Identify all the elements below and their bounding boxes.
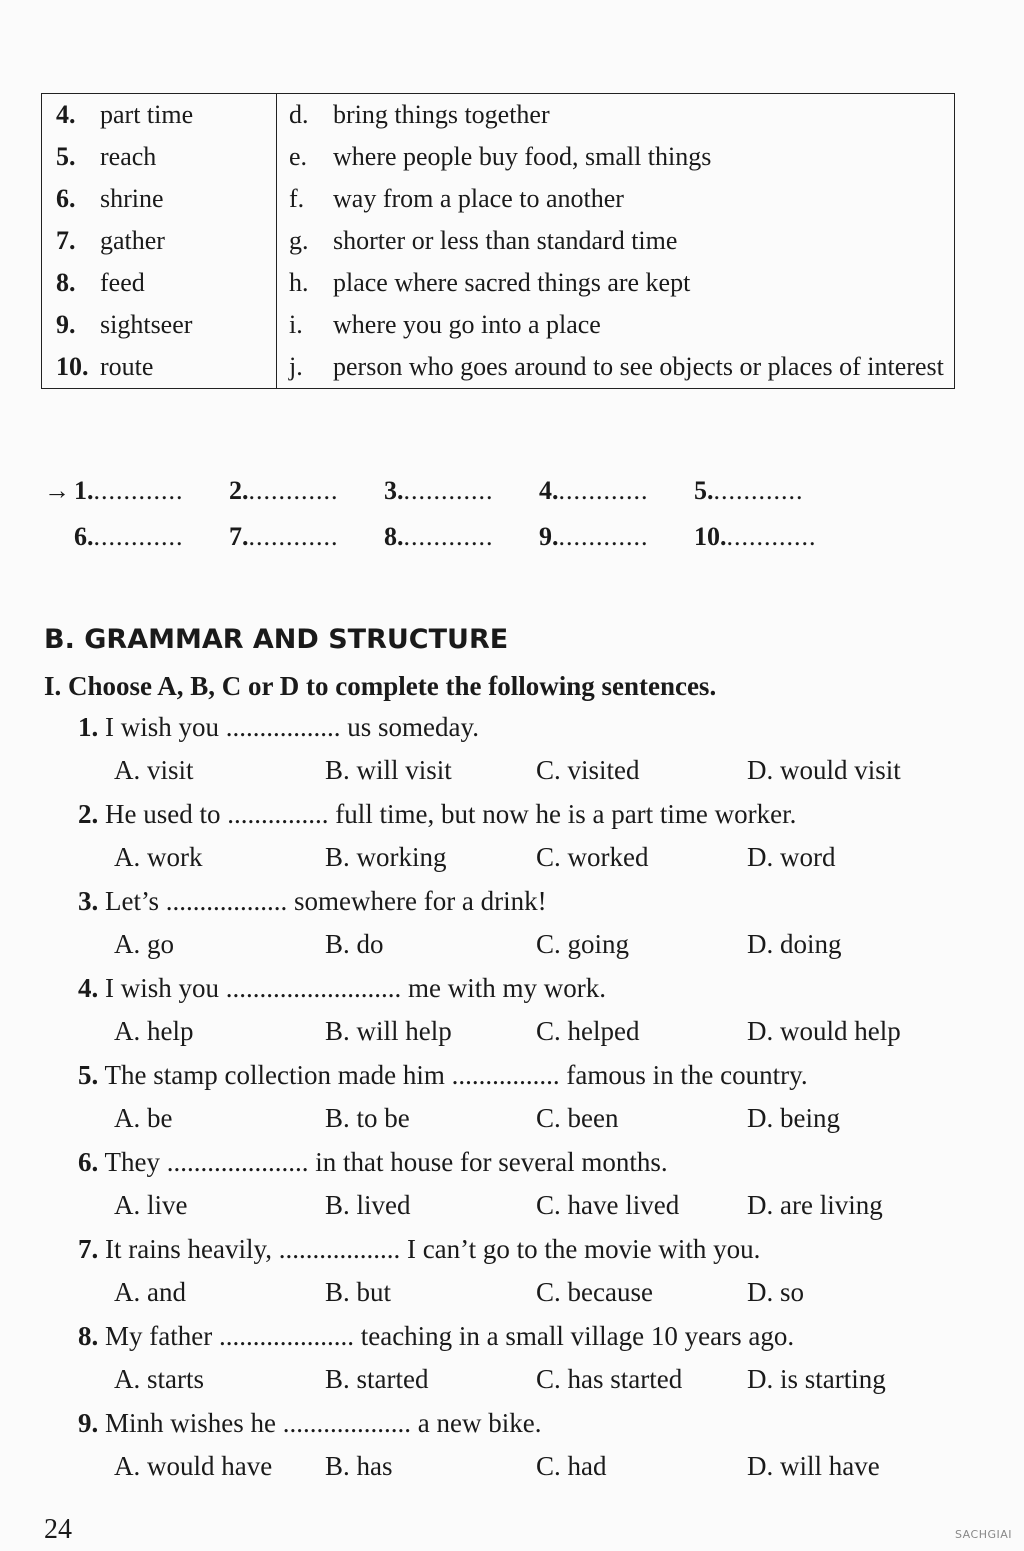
answer-blank: ............ <box>726 522 817 551</box>
answer-number: 8. <box>384 522 404 551</box>
answer-option: A. visit <box>114 755 194 785</box>
question-number: 4. <box>78 973 99 1003</box>
matching-table <box>41 93 955 389</box>
answer-options <box>78 1364 958 1408</box>
answer-option: D. would visit <box>747 755 901 785</box>
answer-option: B. lived <box>325 1190 411 1220</box>
item-definition: person who goes around to see objects or places of interest <box>333 352 944 381</box>
answer-options <box>78 1277 958 1321</box>
answer-option: A. help <box>114 1016 194 1046</box>
item-definition: shorter or less than standard time <box>333 226 678 255</box>
question-before: It rains heavily, <box>105 1234 272 1264</box>
question <box>78 1147 958 1234</box>
question-number: 2. <box>78 799 99 829</box>
matching-right-row <box>277 136 954 178</box>
answer-option: C. been <box>536 1103 619 1133</box>
matching-left-row <box>42 220 276 262</box>
matching-left-row <box>42 262 276 304</box>
matching-left-row <box>42 136 276 178</box>
item-definition: bring things together <box>333 100 550 129</box>
question-after: famous in the country. <box>566 1060 808 1090</box>
item-number: 9. <box>56 310 76 339</box>
section-title: B. GRAMMAR AND STRUCTURE <box>44 624 509 655</box>
answer-number: 5. <box>694 476 714 505</box>
answer-slot <box>539 522 694 568</box>
answer-option: C. have lived <box>536 1190 680 1220</box>
question-list <box>78 712 958 1495</box>
question-after: teaching in a small village 10 years ago. <box>360 1321 795 1351</box>
answer-slot <box>539 476 694 522</box>
answer-blank: ............ <box>713 476 804 505</box>
question <box>78 1408 958 1495</box>
answer-number: 1. <box>74 476 94 505</box>
item-letter: j. <box>289 352 303 381</box>
item-word: feed <box>100 268 145 297</box>
question <box>78 886 958 973</box>
question-text <box>78 1234 958 1277</box>
question-after: somewhere for a drink! <box>294 886 547 916</box>
watermark-logo: SACHGIAI <box>955 1528 1013 1541</box>
item-definition: where you go into a place <box>333 310 601 339</box>
answer-option: D. would help <box>747 1016 901 1046</box>
answer-option: D. being <box>747 1103 840 1133</box>
item-letter: f. <box>289 184 305 213</box>
item-letter: d. <box>289 100 309 129</box>
question-text <box>78 1321 958 1364</box>
matching-right-row <box>277 304 954 346</box>
answer-option: B. started <box>325 1364 429 1394</box>
item-letter: e. <box>289 142 308 171</box>
answer-blank: ............ <box>403 476 494 505</box>
answer-slot <box>229 476 384 522</box>
answer-blank: ............ <box>248 522 339 551</box>
answer-number: 10. <box>694 522 727 551</box>
answer-option: B. to be <box>325 1103 410 1133</box>
question-number: 6. <box>78 1147 99 1177</box>
item-definition: where people buy food, small things <box>333 142 712 171</box>
question-number: 3. <box>78 886 99 916</box>
question-before: I wish you <box>105 712 219 742</box>
answer-blank: ............ <box>248 476 339 505</box>
page-number: 24 <box>44 1514 72 1545</box>
question-before: The stamp collection made him <box>104 1060 445 1090</box>
item-number: 7. <box>56 226 76 255</box>
answer-number: 9. <box>539 522 559 551</box>
question-text <box>78 799 958 842</box>
matching-left-row <box>42 304 276 346</box>
item-letter: i. <box>289 310 303 339</box>
question-blank: .................. <box>165 886 288 916</box>
question-number: 1. <box>78 712 99 742</box>
answer-option: B. working <box>325 842 447 872</box>
answer-options <box>78 1451 958 1495</box>
matching-left-row <box>42 178 276 220</box>
item-number: 6. <box>56 184 76 213</box>
question-number: 5. <box>78 1060 99 1090</box>
question-number: 9. <box>78 1408 99 1438</box>
question-after: full time, but now he is a part time worker. <box>335 799 797 829</box>
question-blank: ................. <box>225 712 341 742</box>
item-letter: h. <box>289 268 309 297</box>
answer-option: C. has started <box>536 1364 683 1394</box>
answer-option: D. word <box>747 842 836 872</box>
answer-option: A. starts <box>114 1364 204 1394</box>
item-definition: place where sacred things are kept <box>333 268 691 297</box>
answer-slot <box>74 476 229 522</box>
answer-slot <box>229 522 384 568</box>
answer-number: 2. <box>229 476 249 505</box>
answer-option: C. because <box>536 1277 653 1307</box>
question-blank: ..................... <box>166 1147 309 1177</box>
answer-slot <box>384 522 539 568</box>
answer-slot <box>694 522 849 568</box>
question-text <box>78 1147 958 1190</box>
item-word: shrine <box>100 184 164 213</box>
question-text <box>78 1408 958 1451</box>
question-blank: ................... <box>282 1408 411 1438</box>
answer-option: A. be <box>114 1103 173 1133</box>
answer-options <box>78 755 958 799</box>
item-word: part time <box>100 100 194 129</box>
matching-left-row <box>42 94 276 136</box>
matching-right-row <box>277 178 954 220</box>
question <box>78 973 958 1060</box>
matching-right-row <box>277 220 954 262</box>
answer-blank: ............ <box>558 476 649 505</box>
answer-option: C. going <box>536 929 630 959</box>
answer-blank: ............ <box>93 476 184 505</box>
question-before: My father <box>105 1321 213 1351</box>
question-before: Minh wishes he <box>105 1408 276 1438</box>
instruction: I. Choose A, B, C or D to complete the following sentences. <box>44 671 717 701</box>
answer-option: C. had <box>536 1451 607 1481</box>
item-word: route <box>100 352 154 381</box>
question <box>78 799 958 886</box>
answer-option: D. is starting <box>747 1364 886 1394</box>
matching-right-row <box>277 346 954 388</box>
answer-option: B. will visit <box>325 755 452 785</box>
answer-option: D. so <box>747 1277 805 1307</box>
matching-right-row <box>277 94 954 136</box>
answer-number: 3. <box>384 476 404 505</box>
item-number: 8. <box>56 268 76 297</box>
answer-slot <box>694 476 849 522</box>
item-word: sightseer <box>100 310 193 339</box>
item-definition: way from a place to another <box>333 184 624 213</box>
question-before: I wish you <box>105 973 219 1003</box>
answer-number: 4. <box>539 476 559 505</box>
answer-option: C. worked <box>536 842 649 872</box>
answer-option: C. helped <box>536 1016 640 1046</box>
question-text <box>78 973 958 1016</box>
answer-option: C. visited <box>536 755 640 785</box>
answer-option: D. are living <box>747 1190 883 1220</box>
answer-option: D. will have <box>747 1451 880 1481</box>
answer-option: A. work <box>114 842 203 872</box>
question-after: in that house for several months. <box>315 1147 668 1177</box>
answer-option: B. do <box>325 929 384 959</box>
question-before: He used to <box>105 799 221 829</box>
question-before: Let’s <box>105 886 159 916</box>
item-word: gather <box>100 226 165 255</box>
answer-slot <box>74 522 229 568</box>
question-blank: .................. <box>278 1234 401 1264</box>
question-after: me with my work. <box>408 973 606 1003</box>
question <box>78 1321 958 1408</box>
item-number: 4. <box>56 100 76 129</box>
answer-options <box>78 842 958 886</box>
matching-left-column <box>42 94 277 389</box>
item-number: 10. <box>56 352 89 381</box>
question-blank: ............... <box>227 799 329 829</box>
answer-slot <box>384 476 539 522</box>
answer-option: A. and <box>114 1277 186 1307</box>
answer-blank: ............ <box>403 522 494 551</box>
matching-left-row <box>42 346 276 388</box>
answer-blank: ............ <box>558 522 649 551</box>
answer-blank: ............ <box>93 522 184 551</box>
question <box>78 1234 958 1321</box>
item-word: reach <box>100 142 157 171</box>
question-number: 8. <box>78 1321 99 1351</box>
answer-option: A. go <box>114 929 174 959</box>
question-text <box>78 1060 958 1103</box>
answer-number: 7. <box>229 522 249 551</box>
answer-option: B. but <box>325 1277 392 1307</box>
answer-option: A. would have <box>114 1451 273 1481</box>
question-text <box>78 886 958 929</box>
answer-option: B. will help <box>325 1016 452 1046</box>
question-after: I can’t go to the movie with you. <box>406 1234 761 1264</box>
question-before: They <box>104 1147 160 1177</box>
question-blank: .......................... <box>225 973 402 1003</box>
answer-grid <box>44 476 849 568</box>
question-number: 7. <box>78 1234 99 1264</box>
answer-option: A. live <box>114 1190 188 1220</box>
answer-option: B. has <box>325 1451 393 1481</box>
answer-row <box>44 476 849 522</box>
item-number: 5. <box>56 142 76 171</box>
question-blank: ................ <box>451 1060 560 1090</box>
question-after: a new bike. <box>417 1408 542 1438</box>
item-letter: g. <box>289 226 309 255</box>
question <box>78 1060 958 1147</box>
matching-right-row <box>277 262 954 304</box>
answer-row <box>44 522 849 568</box>
question-text <box>78 712 958 755</box>
arrow-icon: → <box>44 476 70 505</box>
question-blank: .................... <box>218 1321 354 1351</box>
question <box>78 712 958 799</box>
matching-right-column <box>277 94 955 389</box>
answer-options <box>78 929 958 973</box>
answer-option: D. doing <box>747 929 842 959</box>
answer-options <box>78 1190 958 1234</box>
answer-number: 6. <box>74 522 94 551</box>
answer-options <box>78 1103 958 1147</box>
question-after: us someday. <box>347 712 479 742</box>
answer-options <box>78 1016 958 1060</box>
